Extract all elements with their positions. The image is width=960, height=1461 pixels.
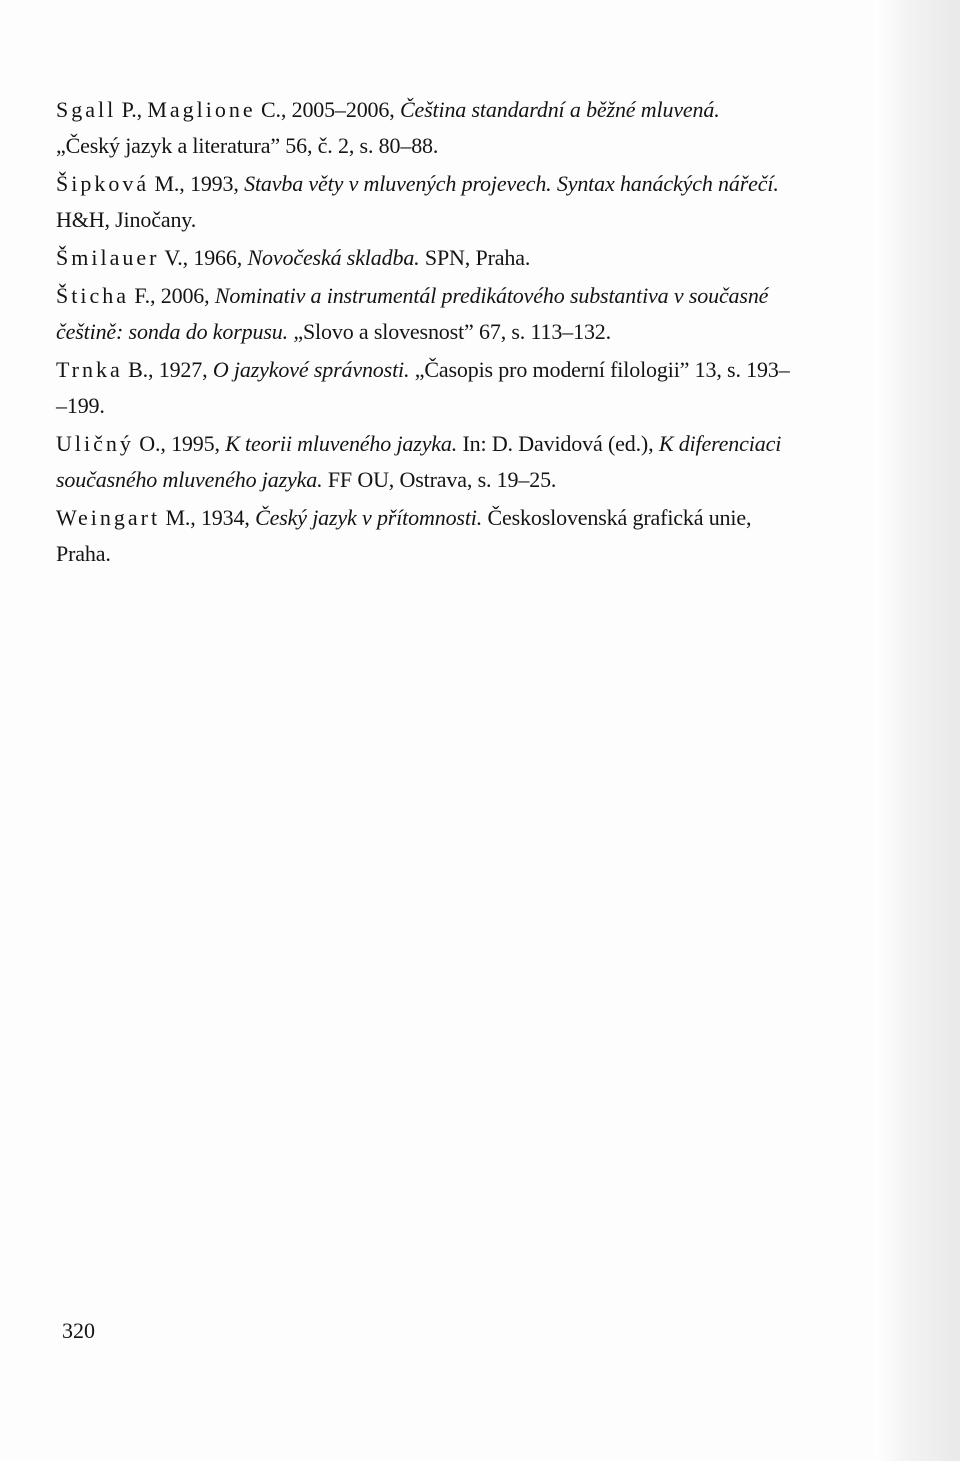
entry-source: SPN, Praha.	[424, 245, 531, 270]
entry-author: Šipková	[56, 171, 150, 196]
entry-author: Weingart	[56, 505, 161, 530]
entry-author: Trnka	[56, 357, 123, 382]
page-number: 320	[62, 1318, 95, 1343]
entry-title: Novočeská skladba.	[247, 245, 420, 270]
entry-place: Praha.	[56, 541, 111, 566]
entry-title: Čeština standardní a běžné mluvená.	[399, 97, 720, 122]
entry-author: Šmilauer	[56, 245, 160, 270]
entry-source: „Časopis pro moderní filologii” 13, s. 193–	[414, 357, 790, 382]
entry-title: Český jazyk v přítomnosti.	[255, 505, 483, 530]
entry-volume-title: K diferenciaci	[658, 431, 782, 456]
entry-title: Nominativ a instrumentál predikátového substantiva v současné	[214, 283, 769, 308]
entry-source: Československá grafická unie,	[487, 505, 752, 530]
bibliography-entry: Šipková M., 1993, Stavba věty v mluvených projevech. Syntax hanáckých nářečí. H&H, Jinočany.	[56, 166, 868, 238]
page-edge-shadow	[874, 0, 960, 1461]
bibliography-list	[56, 92, 868, 574]
bibliography-entry: Trnka B., 1927, O jazykové správnosti. „Časopis pro moderní filologii” 13, s. 193– –199.	[56, 352, 868, 424]
bibliography-entry: Weingart M., 1934, Český jazyk v přítomnosti. Československá grafická unie, Praha.	[56, 500, 868, 572]
entry-title-continued: češtině: sonda do korpusu.	[56, 319, 288, 344]
bibliography-entry: Šticha F., 2006, Nominativ a instrumentál predikátového substantiva v současné češtině: sonda do korpusu. „Slovo a slovesnost” 67, s. 113–132.	[56, 283, 769, 344]
entry-source: H&H, Jinočany.	[56, 207, 197, 232]
entry-author: Šticha	[56, 283, 129, 308]
entry-source: FF OU, Ostrava, s. 19–25.	[327, 467, 557, 492]
entry-year: 1927,	[158, 357, 208, 382]
entry-author: Sgall	[56, 97, 117, 122]
entry-year: 2005–2006,	[291, 97, 395, 122]
bibliography-entry: Uličný O., 1995, K teorii mluveného jazyka. In: D. Davidová (ed.), K diferenciaci současného mluveného jazyka. FF OU, Ostrava, s. 19–25.	[56, 431, 782, 492]
entry-year: 1934,	[200, 505, 250, 530]
entry-volume-title-continued: současného mluveného jazyka.	[56, 467, 323, 492]
entry-author: Uličný	[56, 431, 134, 456]
entry-pages-continued: –199.	[56, 393, 105, 418]
entry-year: 1966,	[193, 245, 243, 270]
entry-title: O jazykové správnosti.	[212, 357, 410, 382]
entry-year: 1993,	[189, 171, 239, 196]
entry-source: „Český jazyk a literatura” 56, č. 2, s. 80–88.	[56, 133, 439, 158]
entry-source: „Slovo a slovesnost” 67, s. 113–132.	[293, 319, 611, 344]
entry-editor: In: D. Davidová (ed.),	[462, 431, 654, 456]
bibliography-entry: Šmilauer V., 1966, Novočeská skladba. SPN, Praha.	[56, 245, 531, 270]
entry-coauthor: Maglione	[147, 97, 256, 122]
entry-year: 1995,	[171, 431, 220, 456]
bibliography-entry: Sgall P., Maglione C., 2005–2006, Čeština standardní a běžné mluvená. „Český jazyk a literatura” 56, č. 2, s. 80–88.	[56, 92, 868, 164]
entry-title: K teorii mluveného jazyka.	[225, 431, 458, 456]
entry-title: Stavba věty v mluvených projevech. Syntax hanáckých nářečí.	[244, 171, 779, 196]
entry-year: 2006,	[160, 283, 210, 308]
